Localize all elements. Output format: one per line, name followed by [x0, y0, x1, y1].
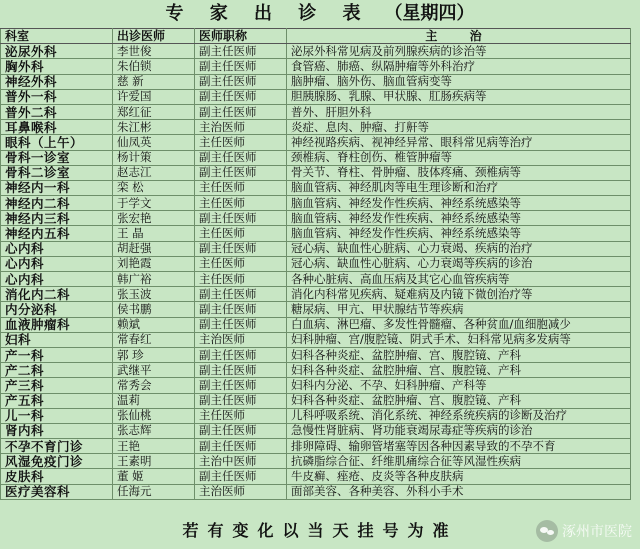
doctor-cell: 于学文	[113, 196, 195, 211]
title-cell: 副主任医师	[195, 59, 287, 74]
doctor-cell: 温莉	[113, 393, 195, 408]
table-row	[1, 378, 631, 393]
title-cell: 副主任医师	[195, 317, 287, 332]
table-row	[1, 226, 631, 241]
table-row	[1, 165, 631, 180]
title-cell: 副主任医师	[195, 469, 287, 484]
table-row	[1, 135, 631, 150]
treat-cell: 脑血管病、神经发作性疾病、神经系统感染等	[287, 211, 631, 226]
treat-cell: 脑血管病、神经发作性疾病、神经系统感染等	[287, 226, 631, 241]
table-row	[1, 241, 631, 256]
treat-cell: 糖尿病、甲亢、甲状腺结节等疾病	[287, 302, 631, 317]
dept-cell: 心内科	[1, 256, 113, 271]
treat-cell: 脑血管病、神经发作性疾病、神经系统感染等	[287, 196, 631, 211]
treat-cell: 牛皮癣、痤疮、皮炎等各种皮肤病	[287, 469, 631, 484]
table-row	[1, 272, 631, 287]
dept-cell: 儿一科	[1, 408, 113, 423]
title-cell: 副主任医师	[195, 241, 287, 256]
dept-cell: 骨科一诊室	[1, 150, 113, 165]
table-row	[1, 408, 631, 423]
weibo-logo-icon	[536, 520, 558, 542]
treat-cell: 各种心脏病、高血压病及其它心血管疾病等	[287, 272, 631, 287]
title-cell: 副主任医师	[195, 423, 287, 438]
dept-cell: 风湿免疫门诊	[1, 454, 113, 469]
table-row	[1, 332, 631, 347]
treat-cell: 食管癌、肺癌、纵隔肿瘤等外科治疗	[287, 59, 631, 74]
title-cell: 副主任医师	[195, 104, 287, 119]
title-cell: 副主任医师	[195, 393, 287, 408]
treat-cell: 脑肿瘤、脑外伤、脑血管病变等	[287, 74, 631, 89]
treat-cell: 泌尿外科常见病及前列腺疾病的诊治等	[287, 44, 631, 59]
doctor-cell: 武继平	[113, 363, 195, 378]
title-cell: 副主任医师	[195, 89, 287, 104]
doctor-cell: 王艳	[113, 439, 195, 454]
table-row	[1, 469, 631, 484]
title-cell: 副主任医师	[195, 378, 287, 393]
dept-cell: 神经内五科	[1, 226, 113, 241]
table-row	[1, 363, 631, 378]
dept-cell: 肾内科	[1, 423, 113, 438]
table-row	[1, 74, 631, 89]
title-cell: 副主任医师	[195, 211, 287, 226]
header-title: 医师职称	[195, 29, 287, 44]
title-main: 专 家 出 诊 表	[165, 3, 371, 24]
dept-cell: 消化内二科	[1, 287, 113, 302]
title-cell: 主任医师	[195, 408, 287, 423]
treat-cell: 胆胰腺肠、乳腺、甲状腺、肛肠疾病等	[287, 89, 631, 104]
table-row	[1, 211, 631, 226]
dept-cell: 内分泌科	[1, 302, 113, 317]
treat-cell: 抗磷脂综合征、纤维肌痛综合征等风湿性疾病	[287, 454, 631, 469]
doctor-cell: 朱伯锁	[113, 59, 195, 74]
doctor-cell: 常春红	[113, 332, 195, 347]
doctor-cell: 张仙桃	[113, 408, 195, 423]
title-cell: 主任医师	[195, 272, 287, 287]
doctor-cell: 赖斌	[113, 317, 195, 332]
doctor-cell: 朱江彬	[113, 120, 195, 135]
treat-cell: 妇科各种炎症、盆腔肿瘤、宫、腹腔镜、产科	[287, 347, 631, 362]
title-cell: 副主任医师	[195, 347, 287, 362]
doctor-cell: 杨计策	[113, 150, 195, 165]
watermark-text: 涿州市医院	[562, 524, 632, 540]
doctor-cell: 侯书鹏	[113, 302, 195, 317]
table-row	[1, 347, 631, 362]
doctor-cell: 张宏艳	[113, 211, 195, 226]
table-row	[1, 59, 631, 74]
title-cell: 副主任医师	[195, 150, 287, 165]
treat-cell: 脑血管病、神经肌肉等电生理诊断和治疗	[287, 180, 631, 195]
title-cell: 主任医师	[195, 180, 287, 195]
treat-cell: 妇科肿瘤、宫/腹腔镜、阴式手术、妇科常见病多发病等	[287, 332, 631, 347]
dept-cell: 神经内三科	[1, 211, 113, 226]
doctor-cell: 郑红征	[113, 104, 195, 119]
table-row	[1, 120, 631, 135]
title-day: （星期四）	[384, 3, 475, 24]
table-row	[1, 287, 631, 302]
treat-cell: 炎症、息肉、肿瘤、打鼾等	[287, 120, 631, 135]
dept-cell: 不孕不育门诊	[1, 439, 113, 454]
title-cell: 主任医师	[195, 135, 287, 150]
doctor-cell: 许爱国	[113, 89, 195, 104]
dept-cell: 产三科	[1, 378, 113, 393]
dept-cell: 胸外科	[1, 59, 113, 74]
doctor-cell: 赵志江	[113, 165, 195, 180]
doctor-cell: 栾 松	[113, 180, 195, 195]
treat-cell: 妇科内分泌、不孕、妇科肿瘤、产科等	[287, 378, 631, 393]
table-row	[1, 302, 631, 317]
dept-cell: 神经内二科	[1, 196, 113, 211]
dept-cell: 皮肤科	[1, 469, 113, 484]
title-cell: 主治中医师	[195, 454, 287, 469]
title-cell: 副主任医师	[195, 363, 287, 378]
table-row	[1, 180, 631, 195]
doctor-cell: 张志辉	[113, 423, 195, 438]
treat-cell: 儿科呼吸系统、消化系统、神经系统疾病的诊断及治疗	[287, 408, 631, 423]
treat-cell: 冠心病、缺血性心脏病、心力衰竭等疾病的诊治	[287, 256, 631, 271]
dept-cell: 心内科	[1, 272, 113, 287]
title-cell: 主治医师	[195, 332, 287, 347]
doctor-cell: 常秀会	[113, 378, 195, 393]
doctor-cell: 慈 新	[113, 74, 195, 89]
doctor-cell: 李世俊	[113, 44, 195, 59]
dept-cell: 泌尿外科	[1, 44, 113, 59]
dept-cell: 医疗美容科	[1, 484, 113, 499]
doctor-cell: 王 晶	[113, 226, 195, 241]
title-cell: 副主任医师	[195, 439, 287, 454]
doctor-cell: 任海元	[113, 484, 195, 499]
dept-cell: 产五科	[1, 393, 113, 408]
header-treat: 主 治	[287, 29, 631, 44]
dept-cell: 神经内一科	[1, 180, 113, 195]
dept-cell: 妇科	[1, 332, 113, 347]
table-row	[1, 439, 631, 454]
title-cell: 副主任医师	[195, 74, 287, 89]
title-cell: 主治医师	[195, 120, 287, 135]
title-cell: 副主任医师	[195, 44, 287, 59]
treat-cell: 面部美容、各种美容、外科小手术	[287, 484, 631, 499]
doctor-cell: 仙凤英	[113, 135, 195, 150]
dept-cell: 心内科	[1, 241, 113, 256]
table-row	[1, 196, 631, 211]
title-cell: 副主任医师	[195, 165, 287, 180]
dept-cell: 血液肿瘤科	[1, 317, 113, 332]
table-row	[1, 393, 631, 408]
table-row	[1, 484, 631, 499]
title-cell: 副主任医师	[195, 302, 287, 317]
schedule-rows	[1, 44, 631, 500]
treat-cell: 颈椎病、脊柱创伤、椎管肿瘤等	[287, 150, 631, 165]
doctor-cell: 王素明	[113, 454, 195, 469]
doctor-cell: 董 姬	[113, 469, 195, 484]
treat-cell: 骨关节、脊柱、骨肿瘤、肢体疼痛、颈椎病等	[287, 165, 631, 180]
dept-cell: 耳鼻喉科	[1, 120, 113, 135]
header-row	[1, 29, 631, 44]
doctor-cell: 韩广裕	[113, 272, 195, 287]
treat-cell: 普外、肝胆外科	[287, 104, 631, 119]
treat-cell: 冠心病、缺血性心脏病、心力衰竭、疾病的治疗	[287, 241, 631, 256]
dept-cell: 眼科（上午）	[1, 135, 113, 150]
treat-cell: 妇科各种炎症、盆腔肿瘤、宫、腹腔镜、产科	[287, 363, 631, 378]
table-row	[1, 104, 631, 119]
table-row	[1, 44, 631, 59]
treat-cell: 排卵障碍、输卵管堵塞等因各种因素导致的不孕不育	[287, 439, 631, 454]
dept-cell: 神经外科	[1, 74, 113, 89]
table-row	[1, 89, 631, 104]
treat-cell: 白血病、淋巴瘤、多发性骨髓瘤、各种贫血/血细胞减少	[287, 317, 631, 332]
schedule-table	[0, 28, 631, 500]
dept-cell: 普外二科	[1, 104, 113, 119]
table-row	[1, 317, 631, 332]
header-doctor: 出诊医师	[113, 29, 195, 44]
title-cell: 副主任医师	[195, 287, 287, 302]
treat-cell: 急慢性肾脏病、肾功能衰竭尿毒症等疾病的诊治	[287, 423, 631, 438]
table-row	[1, 454, 631, 469]
table-row	[1, 150, 631, 165]
title-cell: 主任医师	[195, 226, 287, 241]
treat-cell: 神经视路疾病、视神经异常、眼科常见病等治疗	[287, 135, 631, 150]
doctor-cell: 胡赶强	[113, 241, 195, 256]
schedule-title	[0, 0, 640, 28]
title-cell: 主任医师	[195, 256, 287, 271]
dept-cell: 普外一科	[1, 89, 113, 104]
footer-text: 若有变化以当天挂号为准	[182, 521, 458, 540]
title-cell: 主任医师	[195, 196, 287, 211]
watermark	[536, 519, 632, 543]
treat-cell: 妇科各种炎症、盆腔肿瘤、宫、腹腔镜、产科	[287, 393, 631, 408]
doctor-cell: 郭 珍	[113, 347, 195, 362]
title-cell: 主治医师	[195, 484, 287, 499]
doctor-cell: 张玉波	[113, 287, 195, 302]
table-row	[1, 256, 631, 271]
dept-cell: 产二科	[1, 363, 113, 378]
dept-cell: 产一科	[1, 347, 113, 362]
dept-cell: 骨科二诊室	[1, 165, 113, 180]
treat-cell: 消化内科常见疾病、疑难病及内镜下微创治疗等	[287, 287, 631, 302]
header-dept: 科室	[1, 29, 113, 44]
table-row	[1, 423, 631, 438]
doctor-cell: 刘艳霞	[113, 256, 195, 271]
